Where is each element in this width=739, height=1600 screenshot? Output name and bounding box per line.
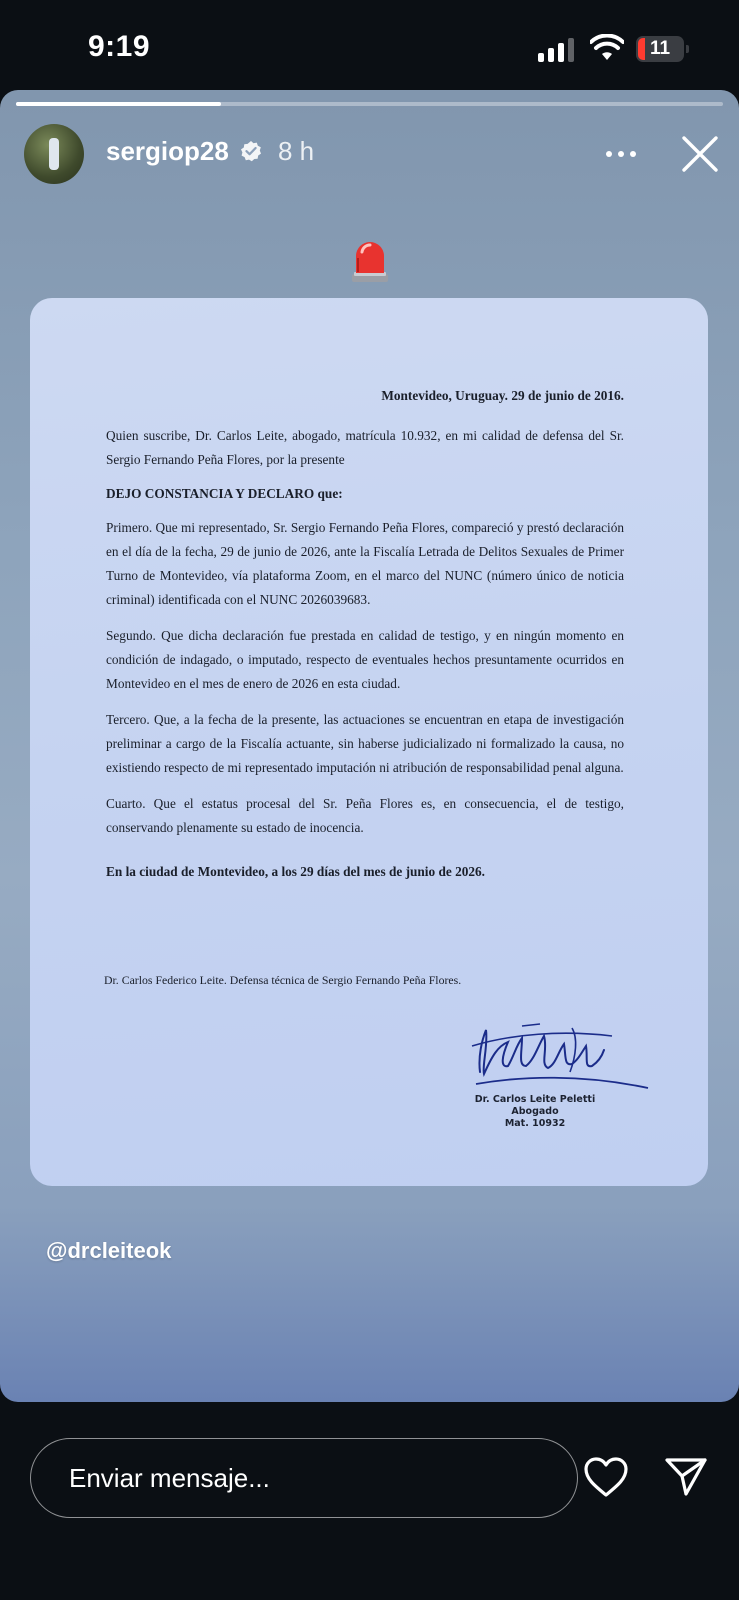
- stamp-name: Dr. Carlos Leite Peletti: [474, 1094, 596, 1105]
- document-footer: Dr. Carlos Federico Leite. Defensa técnica de Sergio Fernando Peña Flores.: [104, 973, 462, 987]
- story-progress-fill: [16, 102, 221, 106]
- status-time: 9:19: [88, 30, 151, 63]
- more-options-button[interactable]: [606, 146, 646, 162]
- story-username[interactable]: sergiop28: [106, 136, 229, 166]
- heart-icon: [586, 1459, 626, 1495]
- document-image: [30, 298, 708, 1186]
- document-segundo: Segundo. Que dicha declaración fue prestada en calidad de testigo, y en ningún momento en condición de indagado, o imputado, respecto de eventuales hechos presuntamente ocurridos en Montevideo en el mes de enero de 2026 en esta ciudad.: [106, 628, 624, 691]
- wifi-icon: [590, 34, 624, 62]
- battery-percentage: 11: [649, 38, 671, 59]
- document-cuarto: Cuarto. Que el estatus procesal del Sr. Peña Flores es, en consecuencia, el de testigo, conservando plenamente su estado de inocencia.: [106, 796, 624, 835]
- document-body: [106, 384, 624, 884]
- send-icon: [667, 1460, 705, 1494]
- verified-badge-icon: [240, 140, 262, 162]
- signature-stamp: [450, 1094, 620, 1130]
- mention-sticker[interactable]: @drcleiteok: [46, 1238, 172, 1263]
- document-tercero: Tercero. Que, a la fecha de la presente, las actuaciones se encuentran en etapa de investigación preliminar a cargo de la Fiscalía actuante, sin haberse judicializado ni formalizado la causa, no existiendo respecto de mi representado imputación ni atribución de responsabilidad penal alguna.: [106, 712, 624, 775]
- story-view[interactable]: [0, 90, 739, 1402]
- document-date: Montevideo, Uruguay. 29 de junio de 2016.: [381, 388, 624, 403]
- close-button[interactable]: [680, 134, 720, 174]
- avatar[interactable]: [24, 124, 84, 184]
- like-button[interactable]: [583, 1456, 629, 1498]
- story-time-ago: 8 h: [278, 136, 315, 166]
- siren-emoji-icon: [348, 236, 392, 284]
- story-progress-track: [16, 102, 723, 106]
- cellular-signal-icon: [538, 38, 578, 62]
- close-icon: [684, 138, 716, 170]
- handwritten-signature: [452, 1016, 652, 1096]
- status-bar: [0, 0, 739, 90]
- stamp-registration: Mat. 10932: [504, 1118, 566, 1129]
- more-options-icon: [606, 151, 612, 157]
- message-input[interactable]: [30, 1438, 578, 1518]
- document-closing: En la ciudad de Montevideo, a los 29 días del mes de junio de 2026.: [106, 864, 486, 879]
- send-button[interactable]: [664, 1456, 708, 1498]
- battery-indicator: [636, 36, 684, 62]
- document-intro: Quien suscribe, Dr. Carlos Leite, abogado, matrícula 10.932, en mi calidad de defensa del Sr. Sergio Fernando Peña Flores, por la presente: [106, 428, 624, 467]
- document-primero: Primero. Que mi representado, Sr. Sergio Fernando Peña Flores, compareció y prestó declaración en el día de la fecha, 29 de junio de 2026, ante la Fiscalía Letrada de Delitos Sexuales de Primer Turno de Montevideo, vía plataforma Zoom, en el marco del NUNC (número único de noticia criminal) identificada con el NUNC 2026039683.: [106, 520, 624, 607]
- stamp-title: Abogado: [511, 1106, 559, 1117]
- document-heading: DEJO CONSTANCIA Y DECLARO que:: [106, 486, 343, 501]
